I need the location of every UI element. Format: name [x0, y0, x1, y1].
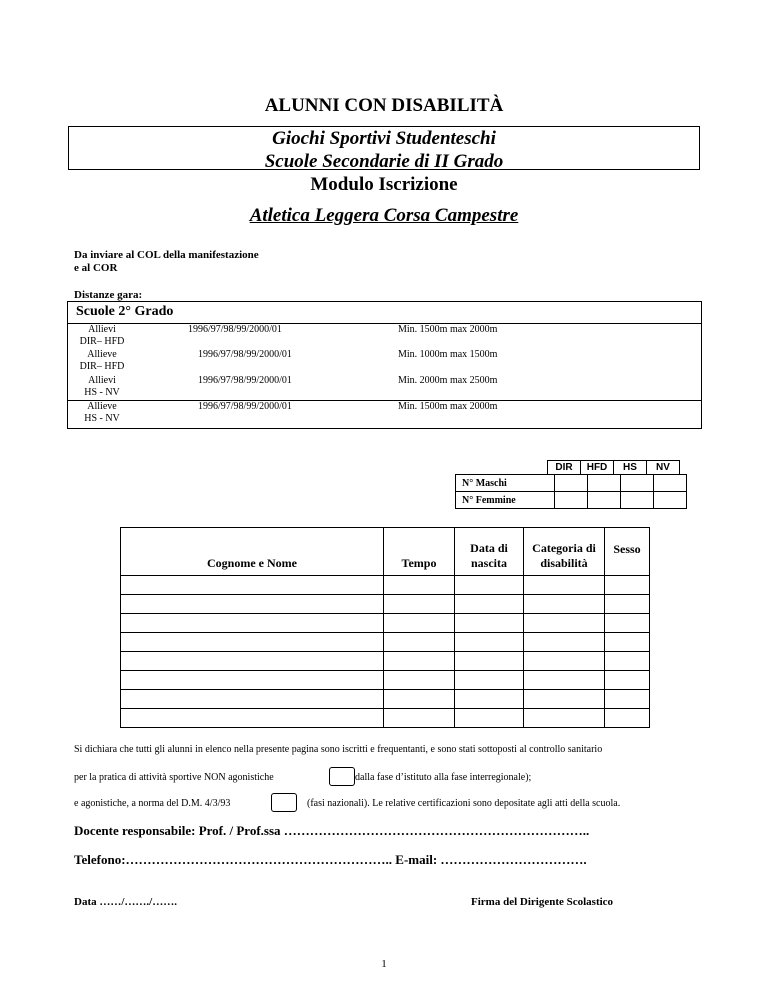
col-time-header: Tempo — [384, 528, 455, 576]
send-to-line2: e al COR — [74, 262, 118, 274]
category-hfd: HFD — [581, 461, 614, 475]
col-sex-header: Sesso — [605, 528, 650, 576]
counts-table — [455, 474, 687, 509]
page-title: ALUNNI CON DISABILITÀ — [264, 95, 504, 116]
distance-row-years: 1996/97/98/99/2000/01 — [198, 349, 292, 360]
divider — [68, 323, 701, 324]
table-row[interactable] — [121, 633, 650, 652]
school-level-title: Scuole Secondarie di II Grado — [264, 151, 504, 172]
date-field[interactable]: Data ……/……./……. — [74, 896, 177, 908]
count-cell[interactable] — [588, 475, 621, 492]
count-cell[interactable] — [654, 475, 687, 492]
count-cell[interactable] — [621, 475, 654, 492]
distance-row-category: Allievi DIR– HFD — [79, 324, 125, 347]
table-row[interactable] — [121, 595, 650, 614]
distance-row-years: 1996/97/98/99/2000/01 — [188, 324, 282, 335]
sport-title: Atletica Leggera Corsa Campestre — [249, 205, 519, 226]
distance-row-distance: Min. 2000m max 2500m — [398, 375, 498, 386]
statement-line1: Si dichiara che tutti gli alunni in elenco nella presente pagina sono iscritti e frequentanti, e sono stati sottoposti al controllo sanitario — [74, 744, 603, 755]
distance-row-years: 1996/97/98/99/2000/01 — [198, 375, 292, 386]
table-row[interactable] — [121, 671, 650, 690]
statement-competitive: e agonistiche, a norma del D.M. 4/3/93 — [74, 798, 231, 809]
count-males-label: N° Maschi — [456, 475, 555, 492]
statement-non-competitive-phase: dalla fase d’istituto alla fase interregionale); — [355, 772, 532, 783]
teacher-field[interactable]: Docente responsabile: Prof. / Prof.ssa …………………………………………………………….. — [74, 823, 590, 838]
category-dir: DIR — [548, 461, 581, 475]
count-cell[interactable] — [555, 475, 588, 492]
distance-row-years: 1996/97/98/99/2000/01 — [198, 401, 292, 412]
distances-box — [67, 301, 702, 429]
distance-row-category: Allievi HS - NV — [84, 375, 120, 398]
col-birthdate-header: Data di nascita — [455, 528, 524, 576]
count-cell[interactable] — [588, 492, 621, 509]
competitive-checkbox[interactable] — [271, 793, 297, 812]
statement-non-competitive: per la pratica di attività sportive NON agonistiche — [74, 772, 274, 783]
distance-row-distance: Min. 1500m max 2000m — [398, 324, 498, 335]
count-cell[interactable] — [555, 492, 588, 509]
category-nv: NV — [647, 461, 680, 475]
distances-section-title: Scuole 2° Grado — [76, 304, 174, 319]
distance-row-distance: Min. 1500m max 2000m — [398, 401, 498, 412]
count-females-label: N° Femmine — [456, 492, 555, 509]
col-disability-header: Categoria di disabilità — [524, 528, 605, 576]
distance-row-category: Allieve HS - NV — [84, 401, 120, 424]
contact-field[interactable]: Telefono:…………………………………………………….. E-mail: ……………………………. — [74, 852, 587, 867]
distance-row — [68, 400, 701, 424]
category-hs: HS — [614, 461, 647, 475]
table-row[interactable] — [121, 576, 650, 595]
table-row[interactable] — [121, 709, 650, 728]
principal-signature-label: Firma del Dirigente Scolastico — [471, 896, 614, 908]
table-row[interactable] — [121, 652, 650, 671]
table-row[interactable] — [121, 690, 650, 709]
event-title: Giochi Sportivi Studenteschi — [272, 128, 496, 149]
non-competitive-checkbox[interactable] — [329, 767, 355, 786]
category-header-table — [547, 460, 680, 475]
col-name-header: Cognome e Nome — [121, 528, 384, 576]
page-number: 1 — [381, 958, 387, 970]
table-header-row — [121, 528, 650, 576]
athletes-table — [120, 527, 650, 728]
count-cell[interactable] — [654, 492, 687, 509]
statement-competitive-phase: (fasi nazionali). Le relative certificazioni sono depositate agli atti della scuola. — [307, 798, 621, 809]
send-to-line1: Da inviare al COL della manifestazione — [74, 249, 259, 261]
count-cell[interactable] — [621, 492, 654, 509]
distance-row-distance: Min. 1000m max 1500m — [398, 349, 498, 360]
table-row[interactable] — [121, 614, 650, 633]
distances-label: Distanze gara: — [74, 289, 143, 301]
form-title: Modulo Iscrizione — [310, 174, 458, 195]
distance-row-category: Allieve DIR– HFD — [79, 349, 125, 372]
